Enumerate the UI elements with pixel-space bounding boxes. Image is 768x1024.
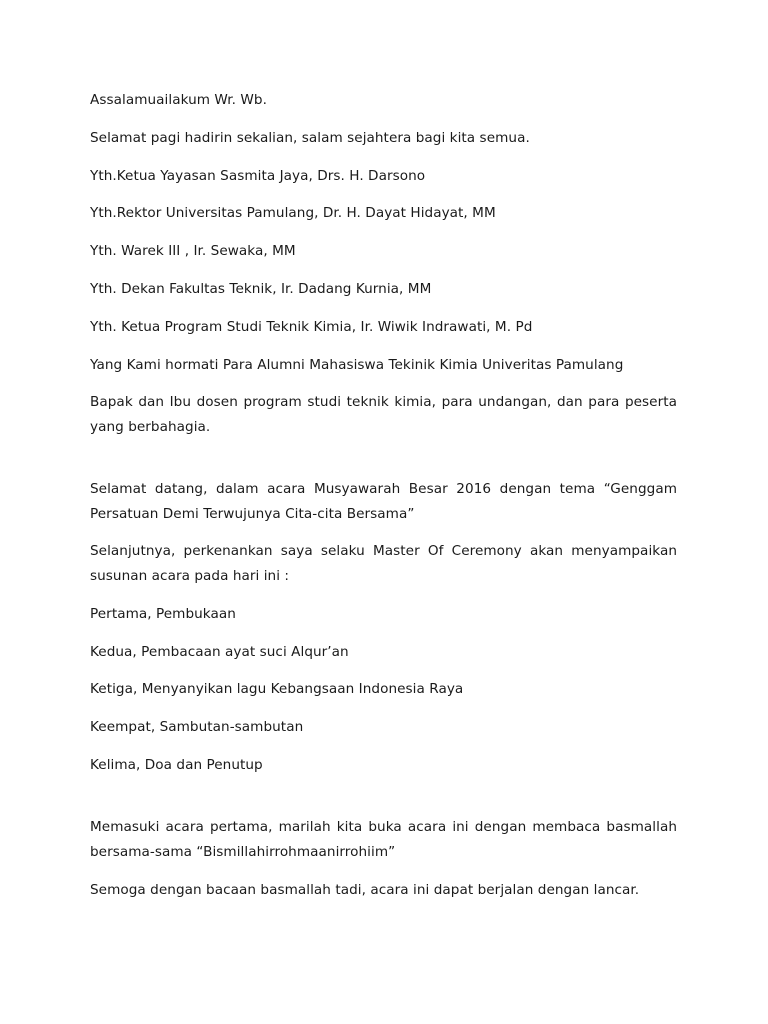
paragraph-gap [90, 453, 677, 478]
agenda-item: Keempat, Sambutan-sambutan [90, 719, 304, 736]
opening-act-paragraph: Memasuki acara pertama, marilah kita buka acara ini dengan membaca basmallah bersama-sama “Bismillahirrohmaanirrohiim” [90, 819, 677, 860]
agenda-item: Ketiga, Menyanyikan lagu Kebangsaan Indonesia Raya [90, 681, 464, 698]
salam-line: Assalamuailakum Wr. Wb. [90, 92, 267, 108]
addressee-line: Yth. Dekan Fakultas Teknik, Ir. Dadang Kurnia, MM [90, 280, 432, 297]
addressee-line: Yang Kami hormati Para Alumni Mahasiswa Tekinik Kimia Univeritas Pamulang [90, 356, 624, 373]
agenda-intro-paragraph: Selanjutnya, perkenankan saya selaku Master Of Ceremony akan menyampaikan susunan acara pada hari ini : [90, 543, 677, 584]
opening-greeting: Selamat pagi hadirin sekalian, salam sejahtera bagi kita semua. [90, 129, 530, 146]
agenda-item: Pertama, Pembukaan [90, 605, 236, 622]
addressee-line: Yth.Ketua Yayasan Sasmita Jaya, Drs. H. Darsono [90, 167, 426, 184]
addressee-line: Bapak dan Ibu dosen program studi teknik kimia, para undangan, dan para peserta yang berbahagia. [90, 394, 677, 435]
document-body [90, 88, 677, 915]
welcome-paragraph: Selamat datang, dalam acara Musyawarah Besar 2016 dengan tema “Genggam Persatuan Demi Terwujunya Cita-cita Bersama” [90, 481, 677, 522]
addressee-line: Yth.Rektor Universitas Pamulang, Dr. H. Dayat Hidayat, MM [90, 205, 496, 222]
paragraph-gap [90, 791, 677, 816]
agenda-item: Kedua, Pembacaan ayat suci Alqur’an [90, 643, 349, 660]
addressee-line: Yth. Warek III , Ir. Sewaka, MM [90, 243, 296, 260]
closing-line: Semoga dengan bacaan basmallah tadi, acara ini dapat berjalan dengan lancar. [90, 881, 640, 898]
agenda-item: Kelima, Doa dan Penutup [90, 756, 263, 773]
addressee-line: Yth. Ketua Program Studi Teknik Kimia, Ir. Wiwik Indrawati, M. Pd [90, 318, 533, 335]
